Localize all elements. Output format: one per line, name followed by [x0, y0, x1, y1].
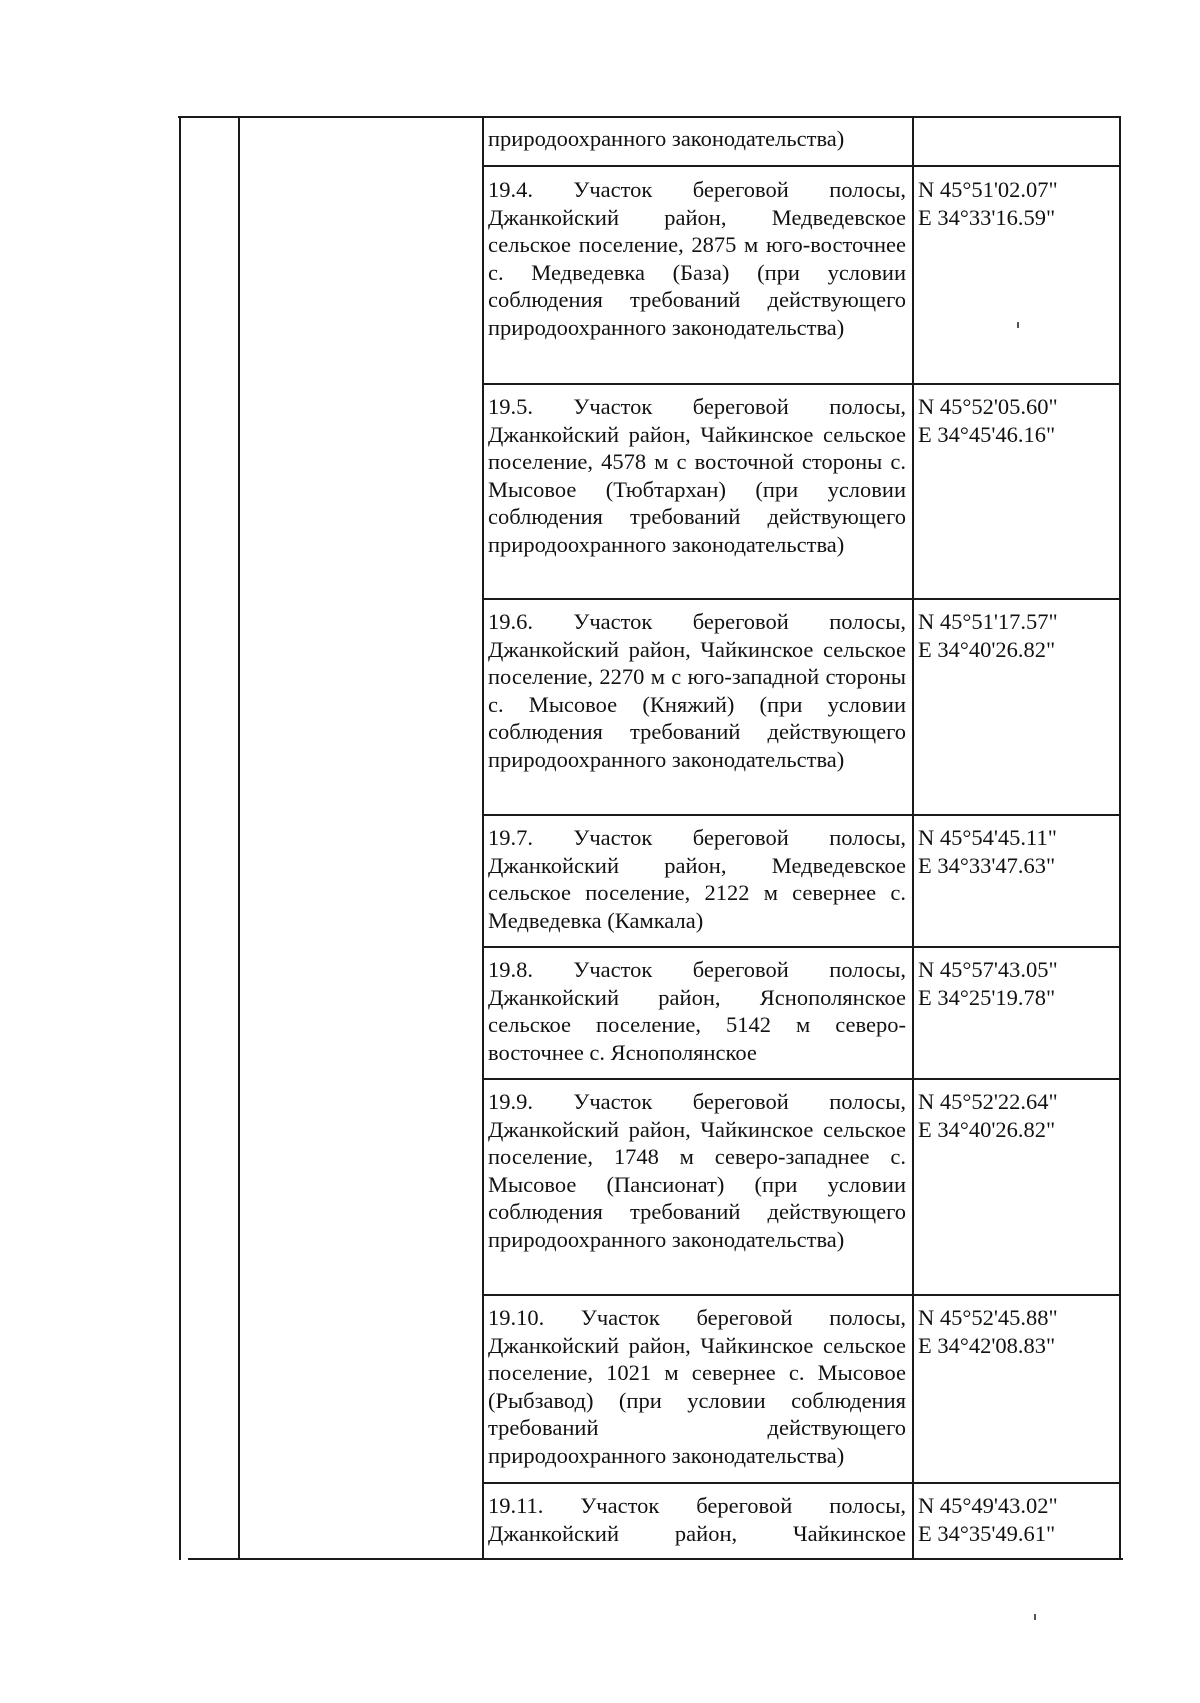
column-divider-1 [238, 116, 240, 1560]
longitude: E 34°42'08.83" [918, 1332, 1056, 1358]
longitude: E 34°40'26.82" [918, 1116, 1056, 1142]
latitude: N 45°57'43.05" [918, 957, 1058, 982]
column-divider-3 [912, 116, 914, 1560]
latitude: N 45°54'45.11" [918, 825, 1057, 850]
longitude: E 34°25'19.78" [918, 984, 1056, 1010]
latitude: N 45°52'45.88" [918, 1305, 1058, 1330]
table-bottom-border [188, 1558, 1123, 1560]
longitude: E 34°35'49.61" [918, 1520, 1056, 1546]
row-separator [482, 1294, 1121, 1296]
table-right-border [1119, 116, 1121, 1560]
coordinates [918, 176, 1058, 231]
table-left-border [179, 116, 181, 1560]
row-description: 19.9. Участок береговой полосы, Джанкойский район, Чайкинское сельское поселение, 1748 м северо-западнее с. Мысовое (Пансионат) (при условии соблюдения требований действующего природоохранного законодательства) [488, 1089, 906, 1252]
row-separator [482, 1482, 1121, 1484]
row-separator [482, 383, 1121, 385]
coordinates [918, 824, 1057, 879]
coordinates [918, 1304, 1058, 1359]
latitude: N 45°49'43.02" [918, 1493, 1058, 1518]
scan-speck [1034, 1614, 1036, 1620]
row-description: 19.8. Участок береговой полосы, Джанкойский район, Яснополянское сельское поселение, 5142 м северо-восточнее с. Яснополянское [488, 957, 906, 1065]
longitude: E 34°45'46.16" [918, 421, 1056, 447]
row-description: 19.11. Участок береговой полосы, Джанкойский район, Чайкинское [488, 1493, 906, 1546]
row-separator [482, 1078, 1121, 1080]
row-description: 19.4. Участок береговой полосы, Джанкойский район, Медведевское сельское поселение, 2875 м юго-восточнее с. Медведевка (База) (при условии соблюдения требований действующего природоохранного законодательства) [488, 177, 906, 340]
coordinates [918, 393, 1058, 448]
row-separator [482, 814, 1121, 816]
latitude: N 45°51'02.07" [918, 177, 1058, 202]
row-separator [482, 598, 1121, 600]
coordinates [918, 1492, 1058, 1547]
coordinates [918, 608, 1058, 663]
longitude: E 34°40'26.82" [918, 636, 1056, 662]
latitude: N 45°51'17.57" [918, 609, 1058, 634]
row-separator [482, 946, 1121, 948]
column-divider-2 [482, 116, 484, 1560]
row-description: 19.7. Участок береговой полосы, Джанкойский район, Медведевское сельское поселение, 2122 м севернее с. Медведевка (Камкала) [488, 825, 906, 933]
longitude: E 34°33'47.63" [918, 852, 1056, 878]
row-description: 19.5. Участок береговой полосы, Джанкойский район, Чайкинское сельское поселение, 4578 м с восточной стороны с. Мысовое (Тюбтархан) (при условии соблюдения требований действующего природоохранного законодательства) [488, 394, 906, 557]
table-top-border [178, 116, 1121, 118]
longitude: E 34°33'16.59" [918, 204, 1056, 230]
coordinates [918, 956, 1058, 1011]
latitude: N 45°52'05.60" [918, 394, 1058, 419]
row-description: 19.10. Участок береговой полосы, Джанкойский район, Чайкинское сельское поселение, 1021 м севернее с. Мысовое (Рыбзавод) (при условии соблюдения требований действующего природоохранного законодательства) [488, 1305, 906, 1468]
row-description: 19.6. Участок береговой полосы, Джанкойский район, Чайкинское сельское поселение, 2270 м с юго-западной стороны с. Мысовое (Княжий) (при условии соблюдения требований действующего природоохранного законодательства) [488, 609, 906, 772]
coordinates [918, 1088, 1058, 1143]
row-description: природоохранного законодательства) [488, 126, 845, 151]
scan-speck [1017, 322, 1019, 328]
latitude: N 45°52'22.64" [918, 1089, 1058, 1114]
row-separator [482, 165, 1121, 167]
